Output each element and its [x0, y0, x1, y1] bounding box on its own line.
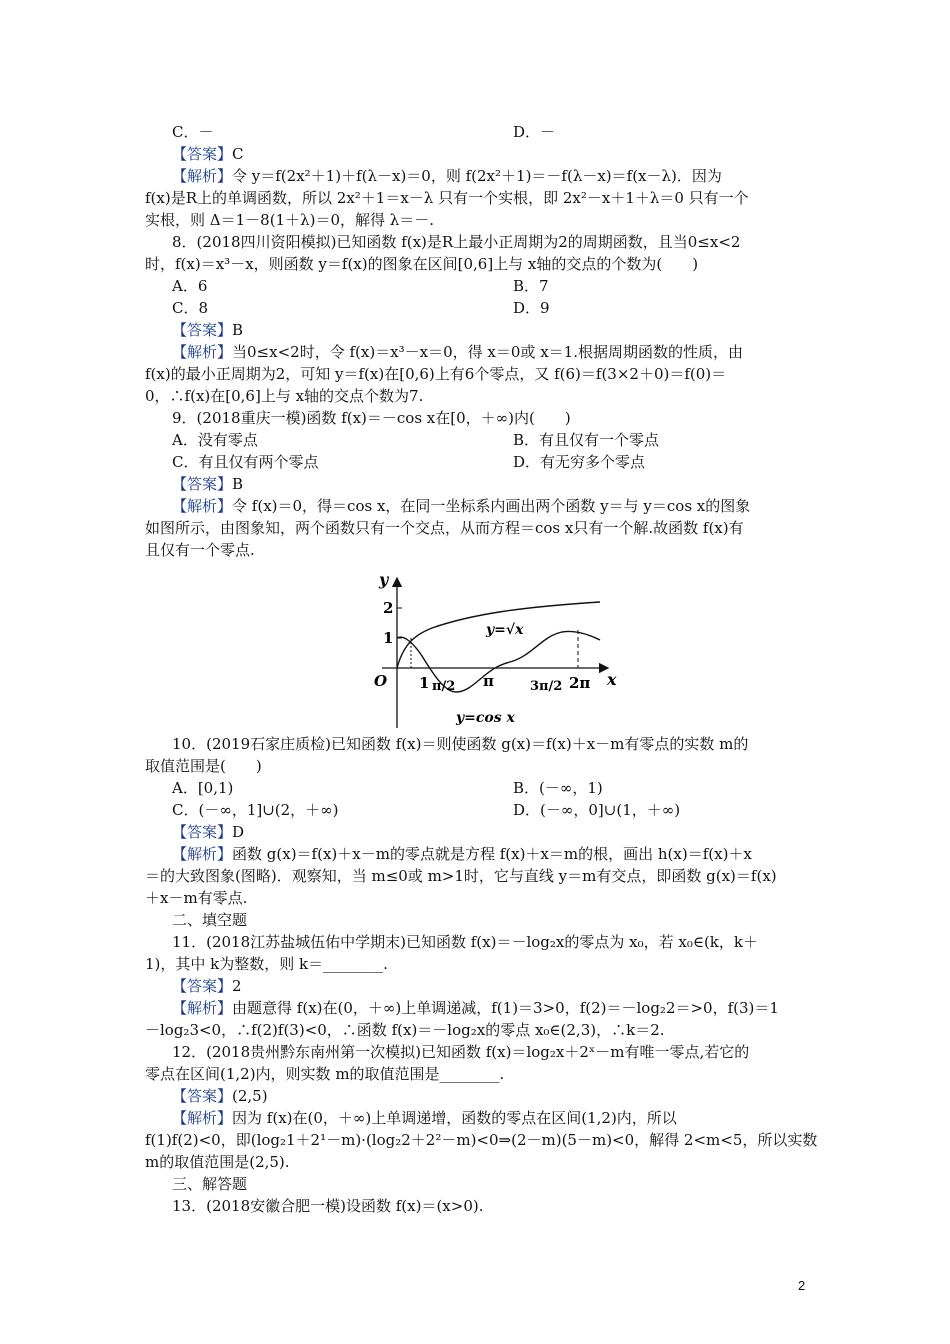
- analysis-tag: 【解析】: [172, 999, 233, 1017]
- answer-tag: 【答案】: [172, 475, 233, 493]
- option-c: C．－: [172, 123, 214, 141]
- x-tick-3pi-half: 3π/2: [530, 679, 563, 694]
- analysis-tag: 【解析】: [172, 845, 233, 863]
- analysis-tag: 【解析】: [172, 497, 233, 515]
- analysis-tag: 【解析】: [172, 167, 233, 185]
- analysis-tag: 【解析】: [172, 343, 233, 361]
- answer-tag: 【答案】: [172, 823, 233, 841]
- page-number: 2: [798, 1278, 806, 1293]
- y-tick-2: 2: [383, 599, 394, 617]
- sqrt-label: y=√x: [486, 622, 524, 638]
- origin-label: O: [374, 672, 388, 690]
- x-tick-2pi: 2π: [569, 674, 591, 692]
- analysis-text: 令 y＝f(2x²＋1)＋f(λ－x)＝0，则 f(2x²＋1)＝－f(λ－x)＝f(x－λ)．因为: [232, 167, 722, 185]
- x-tick-1: 1: [419, 674, 430, 692]
- x-tick-pi: π: [483, 672, 494, 690]
- answer-tag: 【答案】: [172, 321, 233, 339]
- analysis-tag: 【解析】: [172, 1109, 233, 1127]
- y-tick-1: 1: [383, 629, 394, 647]
- y-axis-label: y: [379, 572, 389, 589]
- answer-tag: 【答案】: [172, 977, 233, 995]
- answer-tag: 【答案】: [172, 145, 233, 163]
- graph-figure: [362, 572, 624, 732]
- option-d: D．－: [513, 123, 556, 141]
- cos-label: y=cos x: [456, 710, 515, 726]
- answer-value: C: [232, 145, 244, 163]
- x-tick-pi-half: π/2: [432, 679, 456, 694]
- answer-tag: 【答案】: [172, 1087, 233, 1105]
- x-axis-label: x: [607, 670, 617, 689]
